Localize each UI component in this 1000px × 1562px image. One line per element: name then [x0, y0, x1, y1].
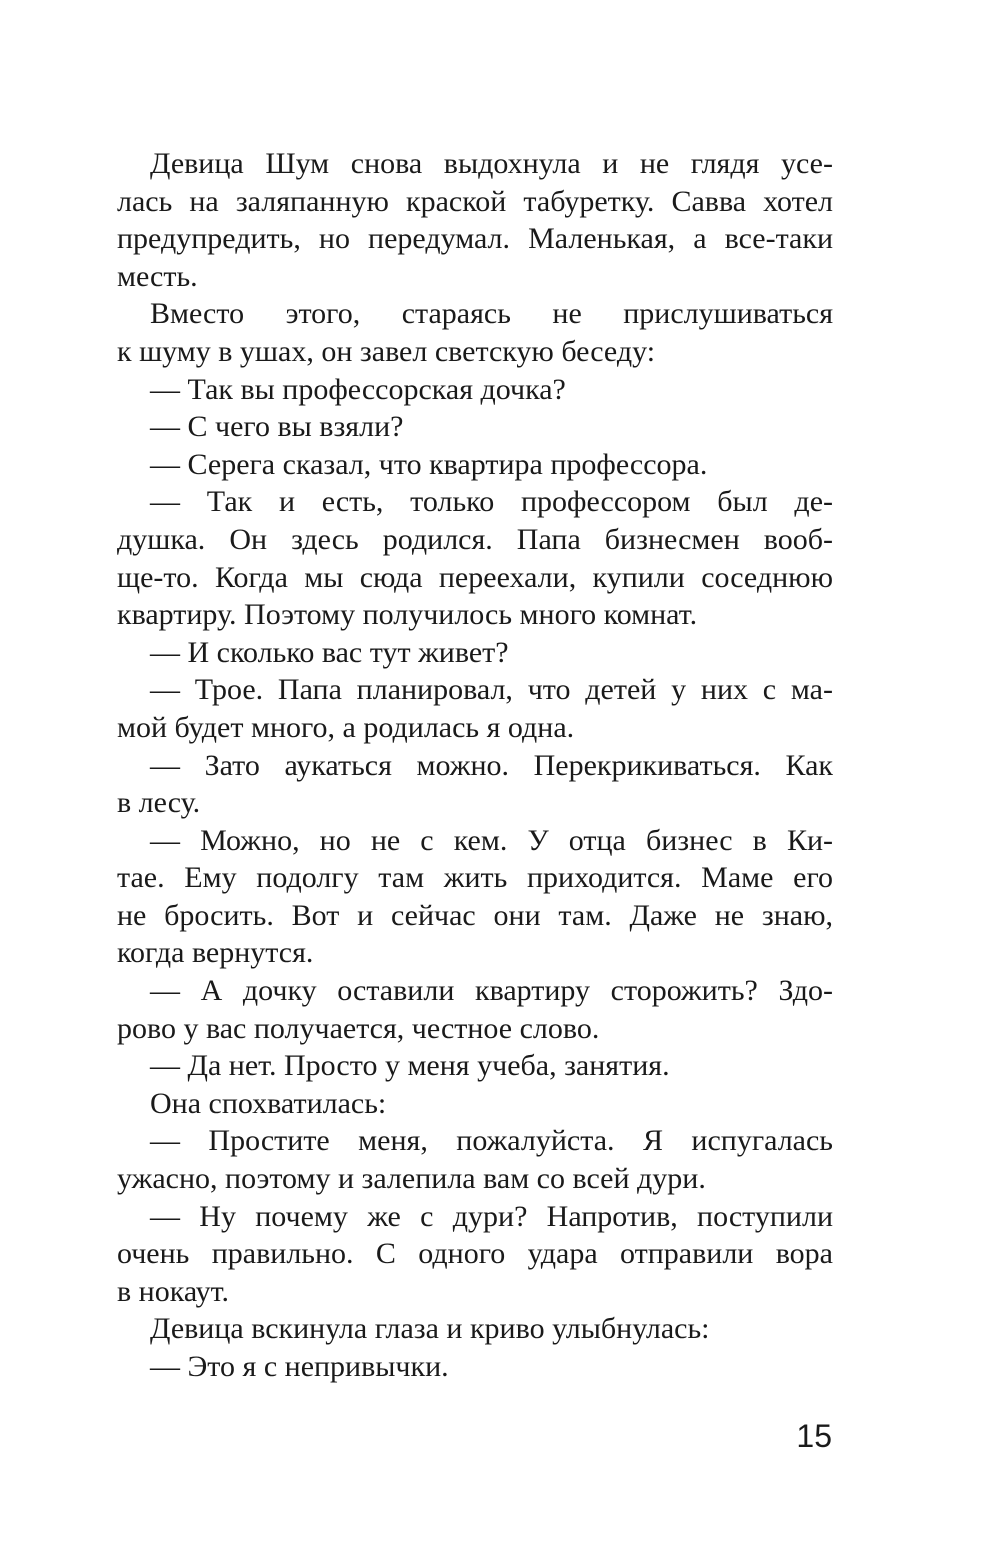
page-number: 15: [796, 1418, 832, 1454]
text-line: — Это я с непривычки.: [150, 1350, 449, 1383]
text-line: — Так вы профессорская дочка?: [150, 372, 566, 406]
text-line: — Ну почему же с дури? Напротив, поступили: [150, 1199, 833, 1233]
text-line: — Да нет. Просто у меня учеба, занятия.: [150, 1049, 670, 1083]
text-line: лась на заляпанную краской табуретку. Савва хотел: [117, 184, 833, 218]
text-line: ще-то. Когда мы сюда переехали, купили соседнюю: [117, 560, 833, 594]
text-line: Вместо этого, стараясь не прислушиваться: [150, 297, 833, 331]
text-line: очень правильно. С одного удара отправили вора: [117, 1237, 833, 1271]
text-line: тае. Ему подолгу там жить приходится. Маме его: [117, 861, 833, 895]
text-line: к шуму в ушах, он завел светскую беседу:: [117, 334, 656, 368]
text-line: рово у вас получается, честное слово.: [117, 1011, 600, 1045]
text-line: ужасно, поэтому и залепила вам со всей дури.: [117, 1162, 706, 1196]
text-line: душка. Он здесь родился. Папа бизнесмен вооб-: [117, 522, 833, 556]
text-line: мой будет много, а родилась я одна.: [117, 710, 575, 744]
text-line: — Зато аукаться можно. Перекрикиваться. Как: [150, 748, 833, 782]
text-line: — И сколько вас тут живет?: [150, 635, 509, 669]
text-line: — Простите меня, пожалуйста. Я испугалась: [150, 1124, 833, 1158]
text-line: когда вернутся.: [117, 936, 314, 970]
text-line: — Можно, но не с кем. У отца бизнес в Ки-: [150, 823, 833, 857]
text-line: не бросить. Вот и сейчас они там. Даже не знаю,: [117, 898, 833, 932]
text-line: в лесу.: [117, 786, 201, 820]
text-line: в нокаут.: [117, 1274, 229, 1308]
text-line: — С чего вы взяли?: [150, 410, 404, 444]
text-line: — А дочку оставили квартиру сторожить? Здо-: [150, 974, 833, 1008]
text-line: — Трое. Папа планировал, что детей у них с ма-: [150, 673, 833, 707]
text-line: Она спохватилась:: [150, 1086, 387, 1120]
text-line: квартиру. Поэтому получилось много комнат.: [117, 598, 698, 632]
body-text: [117, 145, 833, 1386]
text-line: — Серега сказал, что квартира профессора.: [150, 447, 708, 481]
text-line: Девица Шум снова выдохнула и не глядя усе-: [150, 147, 833, 180]
text-line: предупредить, но передумал. Маленькая, а все-таки: [117, 222, 833, 256]
text-line: — Так и есть, только профессором был де-: [150, 485, 833, 519]
text-line: месть.: [117, 259, 198, 293]
text-line: Девица вскинула глаза и криво улыбнулась:: [150, 1312, 710, 1346]
